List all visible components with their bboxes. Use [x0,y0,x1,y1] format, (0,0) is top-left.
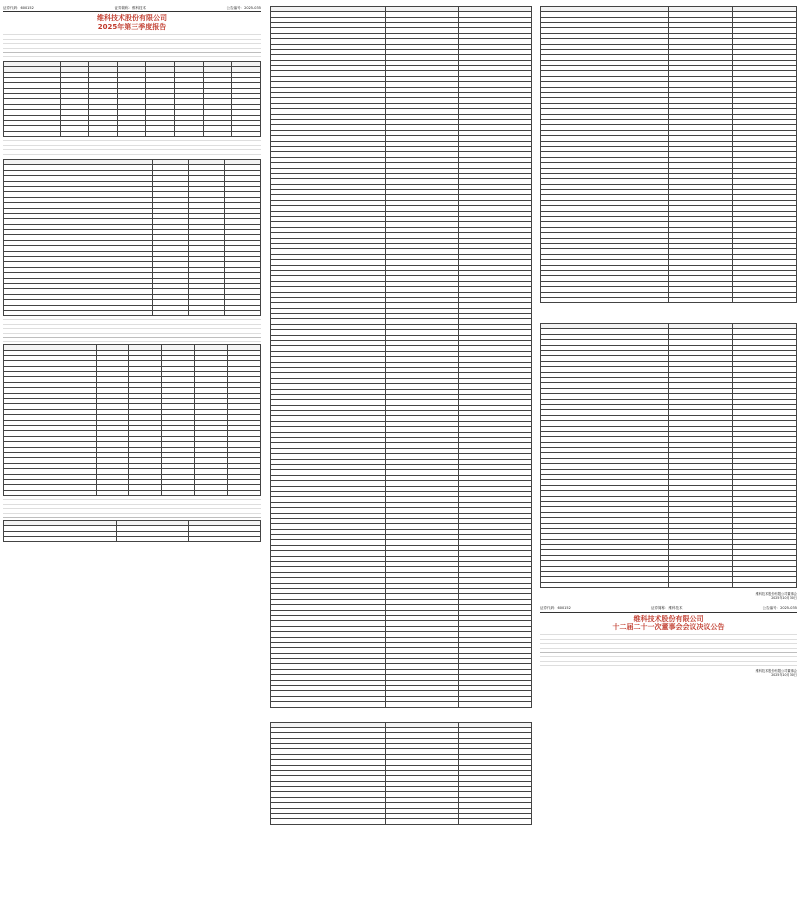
column-header-line [3,6,261,12]
text-block [3,32,261,60]
non-recurring-gains-table [3,159,261,316]
text-block [3,138,261,158]
report-title [3,14,261,31]
signature-date: 2025年10月30日 [771,596,797,601]
announcement-company-name: 维科技术股份有限公司 [633,614,704,623]
announcement-stock-abbr: 证券简称：维科技术 [651,606,683,611]
spacer [270,708,532,722]
shareholders-table [3,344,261,496]
text-block [3,317,261,343]
text-block [3,497,261,519]
announcement-date: 2025年10月30日 [771,673,797,678]
income-statement-continued-table [540,6,797,303]
announcement-stock-code: 证券代码：600152 [540,606,571,611]
stock-abbr: 证券简称：维科技术 [114,6,146,10]
announcement-signature: 维科技术股份有限公司董事会 [755,669,797,674]
stock-code: 证券代码：600152 [3,6,34,10]
announcement-title [540,615,797,632]
announcement-notice-number: 公告编号：2025-035 [762,606,797,611]
board-signature: 维科技术股份有限公司董事会 [755,592,797,597]
announcement-meeting-title: 十二届二十一次董事会会议决议公告 [612,622,725,631]
notice-number: 公告编号：2025-035 [226,6,261,10]
text-block [540,632,797,668]
report-company-name: 维科技术股份有限公司 [97,14,167,23]
financial-data-table-1 [3,61,261,137]
announcement-header-line [540,606,797,612]
column-2 [270,6,532,899]
cash-flow-statement-table [540,323,797,588]
report-period-title: 2025年第三季度报告 [97,22,167,31]
balance-sheet-table-start [3,520,261,542]
column-1 [3,6,261,899]
spacer [540,303,797,323]
column-3 [540,6,797,899]
balance-sheet-table [270,6,532,708]
income-statement-table [270,722,532,825]
